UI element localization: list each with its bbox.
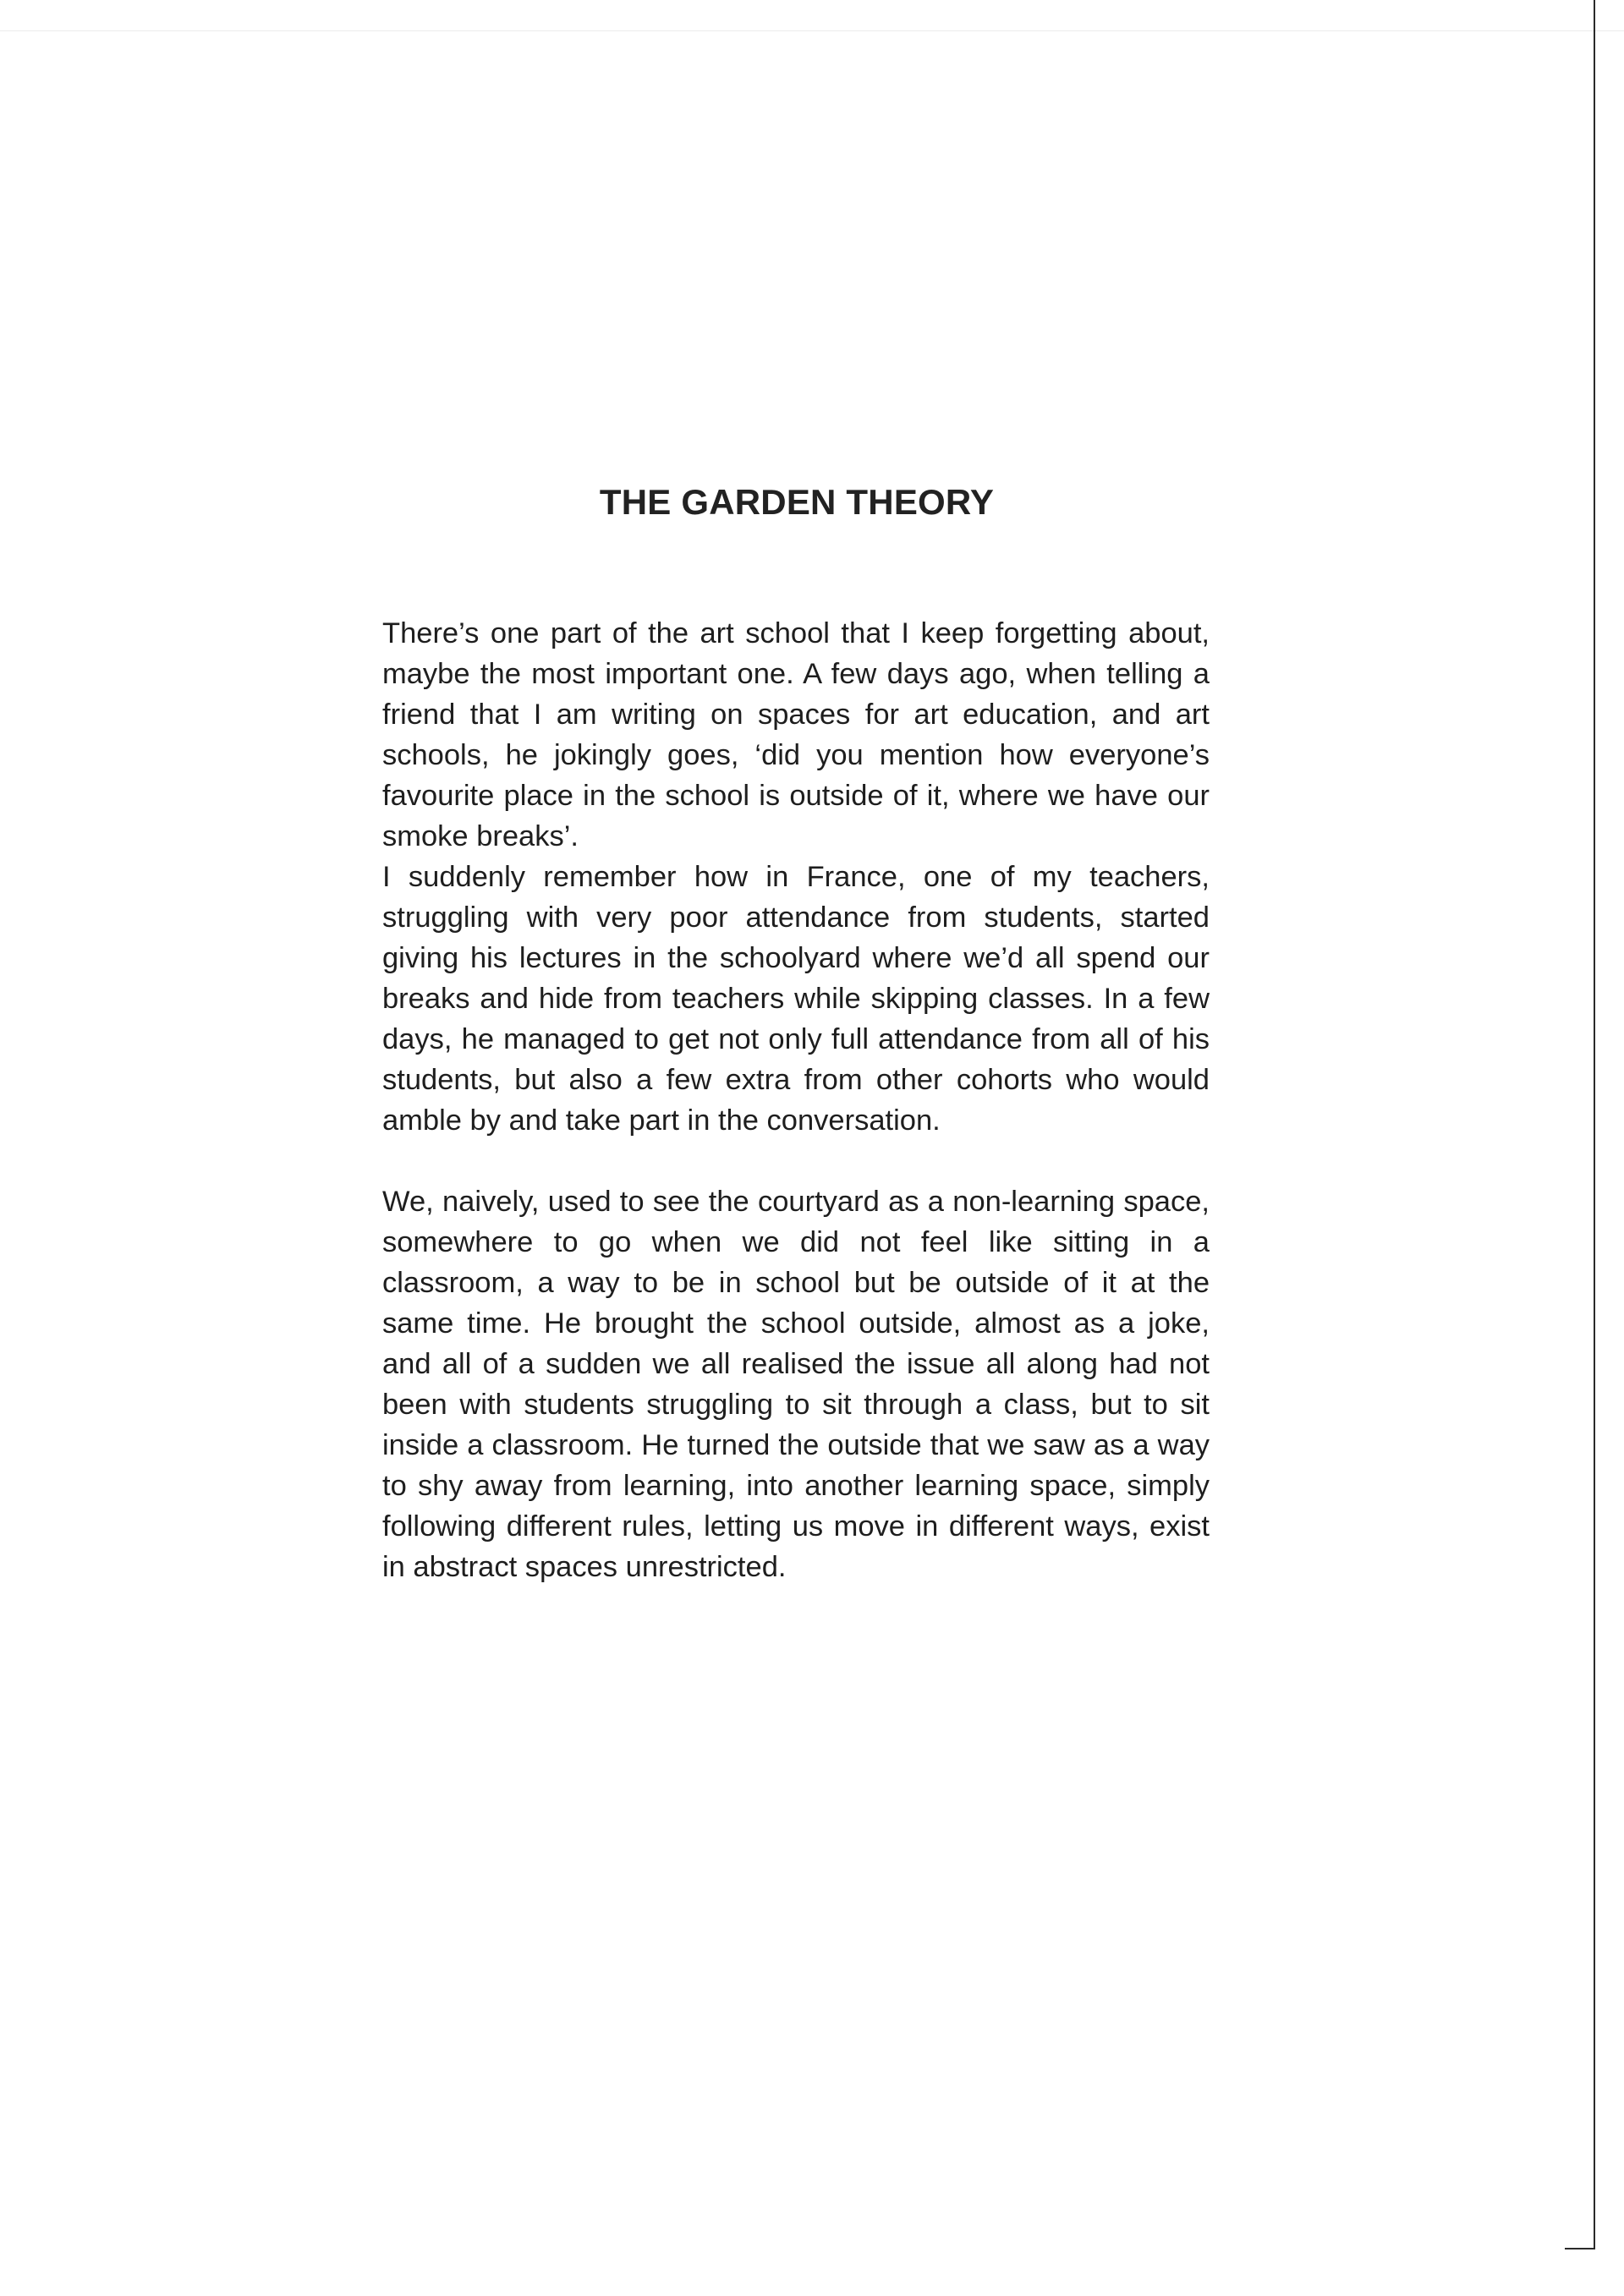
document-body	[382, 613, 1210, 1587]
paragraph-3: We, naively, used to see the courtyard as a non-learning space, somewhere to go when we did not feel like sitting in a classroom, a way to be in school but be outside of it at the same time. He brought the school outside, almost as a joke, and all of a sudden we all realised the issue all along had not been with students struggling to sit through a class, but to sit inside a classroom. He turned the outside that we saw as a way to shy away from learning, into another learning space, simply following different rules, letting us move in different ways, exist in abstract spaces unrestricted.	[382, 1186, 1210, 1583]
document-title-text: THE GARDEN THEORY	[599, 482, 995, 522]
scan-edge-top	[0, 30, 1624, 31]
paragraph-1: There’s one part of the art school that I keep forgetting about, maybe the most important one. A few days ago, when telling a friend that I am writing on spaces for art education, and art schools, he jokingly goes, ‘did you mention how everyone’s favourite place in the school is outside of it, where we have our smoke breaks’.	[382, 617, 1210, 852]
scan-edge-right	[1594, 0, 1595, 2249]
paragraph-2: I suddenly remember how in France, one of my teachers, struggling with very poor attendance from students, started giving his lectures in the schoolyard where we’d all spend our breaks and hide from teachers while skipping classes. In a few days, he managed to get not only full attendance from all of his students, but also a few extra from other cohorts who would amble by and take part in the conversation.	[382, 861, 1210, 1137]
paragraph-spacer	[382, 1141, 1210, 1181]
document-title	[382, 482, 1588, 523]
scan-edge-corner	[1565, 2248, 1595, 2249]
